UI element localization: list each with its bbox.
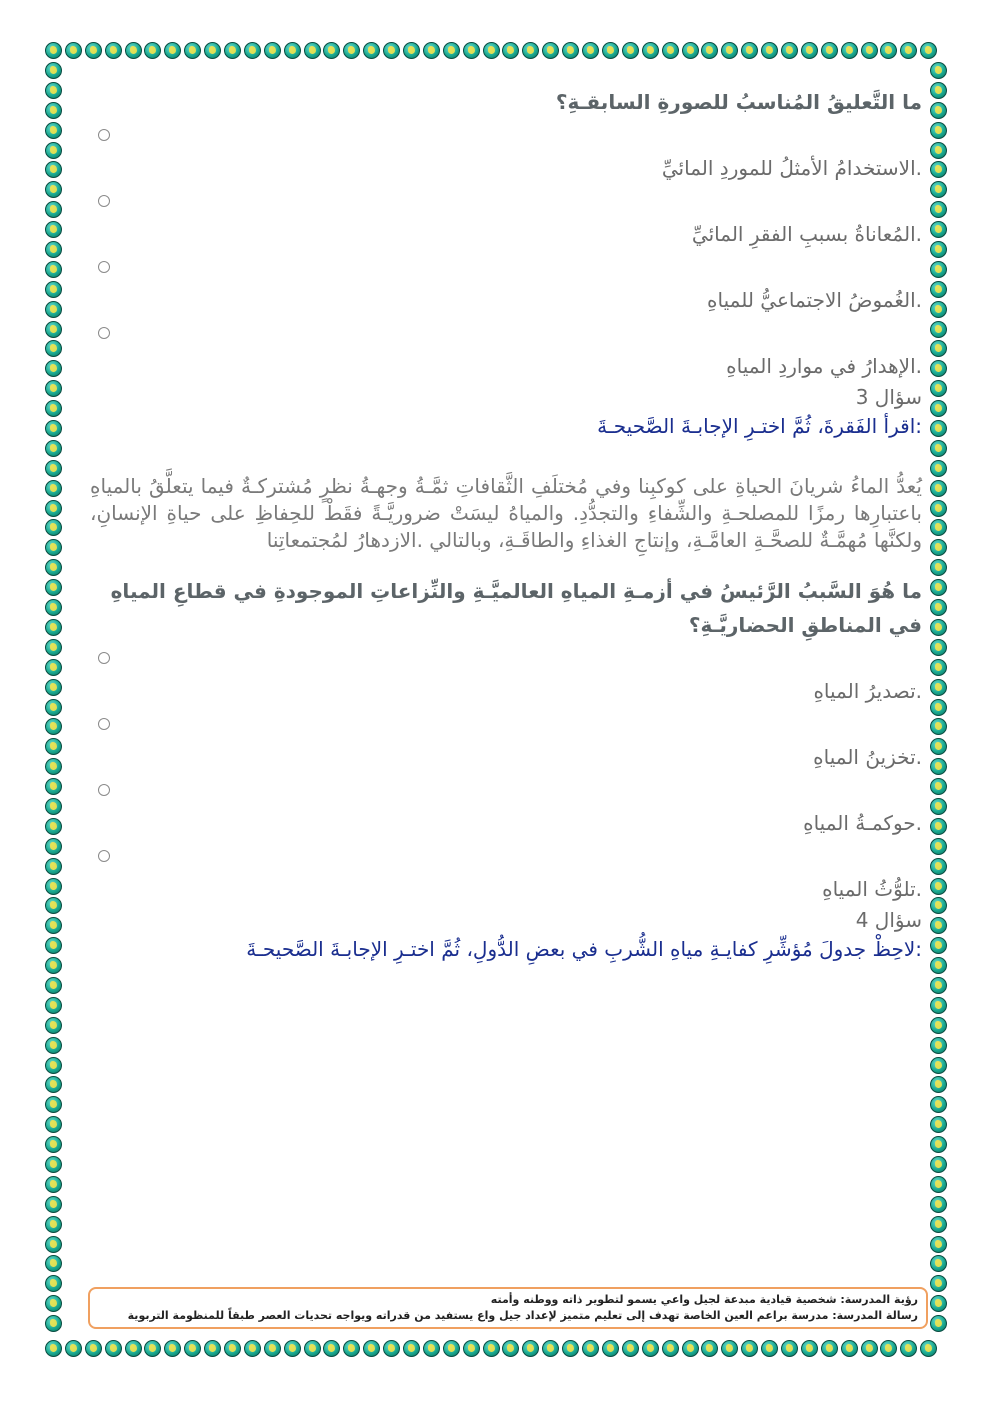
globe-icon (900, 42, 917, 59)
question-3-instruction: :اقرأ الفَقرةَ، ثُمَّ اختـرِ الإجابـةَ الصَّحيحـةَ (597, 414, 922, 438)
globe-icon (45, 718, 62, 735)
globe-icon (930, 500, 947, 517)
globe-icon (930, 102, 947, 119)
globe-icon (125, 42, 142, 59)
globe-icon (930, 1196, 947, 1213)
border-bottom (45, 1340, 940, 1357)
globe-icon (930, 798, 947, 815)
q2-option-4-label: .الإهدارُ في مواردِ المياهِ (726, 354, 922, 378)
globe-icon (602, 42, 619, 59)
globe-icon (45, 500, 62, 517)
school-vision: رؤية المدرسة: شخصية قيادية مبدعة لجيل واعي يسمو لتطوير ذاته ووطنه وأمته (490, 1293, 918, 1306)
globe-icon (45, 559, 62, 576)
globe-icon (622, 42, 639, 59)
globe-icon (45, 201, 62, 218)
globe-icon (930, 360, 947, 377)
globe-icon (363, 1340, 380, 1357)
question-4-number: سؤال 4 (855, 908, 922, 932)
globe-icon (85, 42, 102, 59)
globe-icon (930, 679, 947, 696)
globe-icon (582, 1340, 599, 1357)
globe-icon (45, 1295, 62, 1312)
globe-icon (930, 917, 947, 934)
globe-icon (284, 1340, 301, 1357)
globe-icon (383, 1340, 400, 1357)
globe-icon (45, 679, 62, 696)
reading-paragraph: يُعدُّ الماءُ شريانَ الحياةِ على كوكبِنا وفي مُختلَفِ الثَّقافاتِ ثمَّـةُ وجهـةُ نظرٍ مُشتركـةٌ فيما يتعلَّقُ بالمياهِ باعتبارِها رمزًا للمصلحـةِ والشِّفاءِ والتجدُّدِ. والمياهُ ليسَتْ ضروريَّـةً فقَطْ للحِفاظِ على حياةِ الإنسانِ، ولكنَّها مُهمَّـةٌ للصحَّـةِ العامَّـةِ، وإنتاجِ الغذاءِ والطاقَـةِ، وبالتالي .الازدهارُ لمُجتمعاتِنا (90, 474, 922, 552)
question-3-number: سؤال 3 (855, 385, 922, 409)
globe-icon (930, 321, 947, 338)
globe-icon (45, 82, 62, 99)
globe-icon (562, 1340, 579, 1357)
globe-icon (304, 42, 321, 59)
globe-icon (403, 42, 420, 59)
globe-icon (45, 1076, 62, 1093)
globe-icon (880, 42, 897, 59)
globe-icon (930, 82, 947, 99)
globe-icon (85, 1340, 102, 1357)
globe-icon (930, 1255, 947, 1272)
globe-icon (45, 858, 62, 875)
globe-icon (45, 1156, 62, 1173)
globe-icon (45, 659, 62, 676)
globe-icon (582, 42, 599, 59)
globe-icon (880, 1340, 897, 1357)
globe-icon (443, 1340, 460, 1357)
globe-icon (861, 42, 878, 59)
globe-icon (930, 301, 947, 318)
globe-icon (642, 1340, 659, 1357)
globe-icon (930, 400, 947, 417)
globe-icon (45, 639, 62, 656)
globe-icon (45, 1196, 62, 1213)
globe-icon (781, 42, 798, 59)
globe-icon (45, 699, 62, 716)
border-left (45, 62, 62, 1335)
globe-icon (930, 1096, 947, 1113)
question-3-title: ما هُوَ السَّببُ الرَّئيسُ في أزمـةِ المياهِ العالميَّـةِ والنِّزاعاتِ الموجودةِ في قطاعِ المياهِ في المناطقِ الحضاريَّـةِ؟ (110, 579, 922, 637)
globe-icon (45, 241, 62, 258)
globe-icon (930, 1076, 947, 1093)
globe-icon (45, 1057, 62, 1074)
globe-icon (45, 878, 62, 895)
globe-icon (701, 42, 718, 59)
globe-icon (144, 42, 161, 59)
border-right (930, 62, 947, 1335)
globe-icon (45, 917, 62, 934)
globe-icon (204, 1340, 221, 1357)
globe-icon (45, 977, 62, 994)
globe-icon (403, 1340, 420, 1357)
globe-icon (642, 42, 659, 59)
globe-icon (741, 1340, 758, 1357)
globe-icon (781, 1340, 798, 1357)
globe-icon (224, 1340, 241, 1357)
school-footer-box (88, 1287, 928, 1329)
globe-icon (930, 977, 947, 994)
globe-icon (930, 1275, 947, 1292)
globe-icon (45, 1315, 62, 1332)
globe-icon (45, 1136, 62, 1153)
globe-icon (930, 659, 947, 676)
globe-icon (930, 519, 947, 536)
q3-option-1-radio[interactable] (98, 652, 110, 664)
globe-icon (45, 997, 62, 1014)
globe-icon (363, 42, 380, 59)
globe-icon (920, 1340, 937, 1357)
globe-icon (930, 181, 947, 198)
globe-icon (930, 460, 947, 477)
globe-icon (45, 1017, 62, 1034)
q2-option-4-radio[interactable] (98, 327, 110, 339)
q2-option-1-label: .الاستخدامُ الأمثلُ للموردِ المائيِّ (661, 156, 922, 180)
globe-icon (721, 1340, 738, 1357)
globe-icon (45, 42, 62, 59)
globe-icon (423, 1340, 440, 1357)
globe-icon (930, 858, 947, 875)
globe-icon (662, 42, 679, 59)
globe-icon (45, 758, 62, 775)
globe-icon (463, 1340, 480, 1357)
globe-icon (930, 1156, 947, 1173)
globe-icon (930, 1037, 947, 1054)
globe-icon (930, 1017, 947, 1034)
globe-icon (841, 1340, 858, 1357)
globe-icon (45, 1037, 62, 1054)
globe-icon (45, 1116, 62, 1133)
q3-option-4-radio[interactable] (98, 850, 110, 862)
globe-icon (930, 838, 947, 855)
school-mission: رسالة المدرسة: مدرسة براعم العين الخاصة تهدف إلى تعليم متميز لإعداد جيل واع يستفيد من قدراته ويواجه تحديات العصر طبقاً للمنظومة التربوية (127, 1309, 918, 1322)
globe-icon (45, 221, 62, 238)
globe-icon (45, 122, 62, 139)
globe-icon (930, 1057, 947, 1074)
globe-icon (264, 42, 281, 59)
q2-option-3-label: .الغُموضُ الاجتماعيُّ للمياهِ (707, 288, 922, 312)
globe-icon (602, 1340, 619, 1357)
globe-icon (930, 1216, 947, 1233)
globe-icon (930, 878, 947, 895)
globe-icon (45, 380, 62, 397)
globe-icon (45, 321, 62, 338)
globe-icon (184, 1340, 201, 1357)
globe-icon (930, 122, 947, 139)
globe-icon (930, 480, 947, 497)
globe-icon (861, 1340, 878, 1357)
globe-icon (45, 1216, 62, 1233)
q3-option-1-label: .تصديرُ المياهِ (813, 679, 922, 703)
globe-icon (45, 142, 62, 159)
globe-icon (45, 798, 62, 815)
globe-icon (45, 1096, 62, 1113)
globe-icon (323, 42, 340, 59)
border-top (45, 42, 940, 59)
globe-icon (930, 539, 947, 556)
globe-icon (483, 42, 500, 59)
globe-icon (284, 42, 301, 59)
globe-icon (930, 201, 947, 218)
q3-option-2-label: .تخزينُ المياهِ (813, 745, 922, 769)
q2-option-3-radio[interactable] (98, 261, 110, 273)
globe-icon (45, 301, 62, 318)
globe-icon (900, 1340, 917, 1357)
globe-icon (841, 42, 858, 59)
globe-icon (45, 181, 62, 198)
globe-icon (383, 42, 400, 59)
q2-option-2-label: .المُعاناةُ بسببِ الفقرِ المائيِّ (691, 222, 922, 246)
globe-icon (45, 957, 62, 974)
globe-icon (761, 1340, 778, 1357)
globe-icon (343, 1340, 360, 1357)
globe-icon (801, 1340, 818, 1357)
globe-icon (45, 619, 62, 636)
question-4-instruction: :لاحِظْ جدولَ مُؤشِّرِ كفايـةِ مياهِ الشُّربِ في بعضِ الدُّولِ، ثُمَّ اختـرِ الإجابـةَ الصَّحيحـةَ (246, 937, 922, 961)
q3-option-3-label: .حوكمـةُ المياهِ (803, 811, 922, 835)
globe-icon (45, 539, 62, 556)
globe-icon (741, 42, 758, 59)
globe-icon (930, 699, 947, 716)
globe-icon (930, 1176, 947, 1193)
globe-icon (443, 42, 460, 59)
globe-icon (45, 897, 62, 914)
globe-icon (930, 241, 947, 258)
globe-icon (164, 42, 181, 59)
globe-icon (930, 639, 947, 656)
globe-icon (45, 1176, 62, 1193)
globe-icon (930, 718, 947, 735)
globe-icon (45, 340, 62, 357)
globe-icon (45, 579, 62, 596)
globe-icon (45, 1236, 62, 1253)
q3-option-4-label: .تلوُّثُ المياهِ (822, 877, 922, 901)
globe-icon (45, 360, 62, 377)
globe-icon (930, 599, 947, 616)
globe-icon (930, 340, 947, 357)
globe-icon (423, 42, 440, 59)
globe-icon (304, 1340, 321, 1357)
globe-icon (45, 1275, 62, 1292)
globe-icon (244, 1340, 261, 1357)
globe-icon (662, 1340, 679, 1357)
globe-icon (45, 62, 62, 79)
globe-icon (682, 1340, 699, 1357)
globe-icon (930, 261, 947, 278)
globe-icon (930, 937, 947, 954)
globe-icon (45, 261, 62, 278)
globe-icon (45, 440, 62, 457)
globe-icon (930, 997, 947, 1014)
q2-option-1-radio[interactable] (98, 129, 110, 141)
globe-icon (244, 42, 261, 59)
globe-icon (701, 1340, 718, 1357)
globe-icon (930, 818, 947, 835)
globe-icon (105, 42, 122, 59)
globe-icon (264, 1340, 281, 1357)
globe-icon (45, 599, 62, 616)
globe-icon (125, 1340, 142, 1357)
globe-icon (542, 1340, 559, 1357)
globe-icon (45, 738, 62, 755)
globe-icon (930, 221, 947, 238)
globe-icon (801, 42, 818, 59)
globe-icon (930, 758, 947, 775)
globe-icon (45, 519, 62, 536)
q2-option-2-radio[interactable] (98, 195, 110, 207)
globe-icon (930, 380, 947, 397)
globe-icon (164, 1340, 181, 1357)
globe-icon (930, 420, 947, 437)
globe-icon (930, 62, 947, 79)
globe-icon (930, 1136, 947, 1153)
globe-icon (45, 778, 62, 795)
globe-icon (45, 420, 62, 437)
globe-icon (930, 161, 947, 178)
q3-option-3-radio[interactable] (98, 784, 110, 796)
globe-icon (721, 42, 738, 59)
globe-icon (522, 42, 539, 59)
globe-icon (930, 897, 947, 914)
globe-icon (45, 102, 62, 119)
globe-icon (930, 1315, 947, 1332)
globe-icon (622, 1340, 639, 1357)
globe-icon (930, 1236, 947, 1253)
globe-icon (463, 42, 480, 59)
globe-icon (45, 838, 62, 855)
globe-icon (920, 42, 937, 59)
globe-icon (144, 1340, 161, 1357)
globe-icon (323, 1340, 340, 1357)
globe-icon (65, 42, 82, 59)
globe-icon (562, 42, 579, 59)
globe-icon (184, 42, 201, 59)
globe-icon (105, 1340, 122, 1357)
globe-icon (45, 818, 62, 835)
globe-icon (682, 42, 699, 59)
globe-icon (224, 42, 241, 59)
globe-icon (821, 42, 838, 59)
globe-icon (930, 738, 947, 755)
globe-icon (930, 559, 947, 576)
question-2-title: ما التَّعليقُ المُناسبُ للصورةِ السابقـةِ؟ (555, 90, 922, 114)
globe-icon (343, 42, 360, 59)
globe-icon (930, 440, 947, 457)
globe-icon (930, 142, 947, 159)
globe-icon (45, 400, 62, 417)
globe-icon (522, 1340, 539, 1357)
globe-icon (204, 42, 221, 59)
globe-icon (930, 619, 947, 636)
globe-icon (761, 42, 778, 59)
globe-icon (930, 579, 947, 596)
globe-icon (930, 957, 947, 974)
globe-icon (65, 1340, 82, 1357)
globe-icon (930, 1116, 947, 1133)
globe-icon (45, 460, 62, 477)
globe-icon (502, 1340, 519, 1357)
globe-icon (542, 42, 559, 59)
globe-icon (930, 778, 947, 795)
globe-icon (930, 281, 947, 298)
globe-icon (821, 1340, 838, 1357)
globe-icon (930, 1295, 947, 1312)
globe-icon (45, 937, 62, 954)
globe-icon (45, 281, 62, 298)
globe-icon (483, 1340, 500, 1357)
worksheet-content (90, 85, 922, 964)
globe-icon (45, 161, 62, 178)
globe-icon (45, 1340, 62, 1357)
q3-option-2-radio[interactable] (98, 718, 110, 730)
globe-icon (45, 480, 62, 497)
globe-icon (45, 1255, 62, 1272)
globe-icon (502, 42, 519, 59)
